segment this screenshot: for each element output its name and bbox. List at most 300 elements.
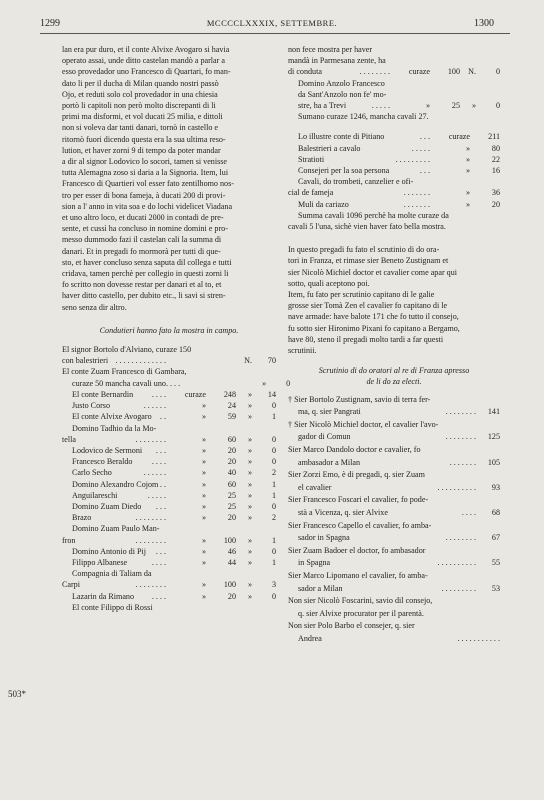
leader-dots: . . . . . [371, 101, 390, 111]
missing-count: 2 [271, 513, 276, 523]
unit-label: » [465, 199, 470, 209]
entry-name: Non sier Polo Barbo el consejer, q. sier [288, 621, 415, 631]
pitiano-entry [288, 165, 500, 176]
scrutinio-entry [288, 633, 500, 646]
condottiero-entry [62, 366, 276, 377]
missing-count: 14 [267, 389, 276, 399]
page-number-right: 1300 [474, 18, 494, 29]
leader-dots: . . . . [151, 557, 166, 567]
scrutinio-entry [288, 520, 500, 533]
paragraph-line: haver ditto castello, per dubito etc., li savi si stren- [62, 291, 226, 301]
leader-dots: . . . . . . . . [135, 535, 166, 545]
curaze-count [220, 378, 250, 389]
entry-name: ma, q. sier Pangrati [298, 407, 361, 417]
leader-dots: . . [159, 479, 166, 489]
leader-dots: . . . . . [411, 143, 430, 153]
curaze-count: 24 [227, 401, 236, 411]
paragraph-line: ritornò fuori dicendo questa era la sua ultima reso- [62, 134, 226, 144]
leader-dots: . . . . [151, 591, 166, 601]
entry-name: Andrea [298, 633, 322, 643]
pitiano-entry [288, 176, 500, 187]
pitiano-entry [288, 187, 500, 198]
entry-name: El conte Filippo di Rossi [72, 602, 153, 612]
paragraph-line: danari. Et in pregadi fo mormorà per tutti di que- [62, 246, 221, 256]
paragraph-line: nave armade: have balote 171 che fo tutto il consejo, [288, 312, 459, 322]
leader-dots: . . . . [151, 457, 166, 467]
entry-name: tella [62, 434, 76, 444]
paragraph-line: sente, et cussì ha concluso in nomine domini e pro- [62, 224, 228, 234]
scrutinio-entry [288, 545, 500, 558]
scrutinio-entry [288, 507, 500, 520]
leader-dots: . . . . . . . . [359, 67, 390, 77]
paragraph-line: sier Nicolò Michiel doctor et cavalier come apar qui [288, 267, 458, 277]
leader-dots: . . . . [151, 389, 166, 399]
missing-count: 1 [271, 490, 276, 500]
continued-entry [288, 44, 500, 55]
missing-count: 1 [271, 557, 276, 567]
paragraph-line: sotto, quali aceptono poi. [288, 278, 370, 288]
paragraph-line: fo scritto non dovesse restar per danari et al to, et [62, 280, 222, 290]
condottiero-entry [62, 523, 276, 534]
paragraph-line: cridava, tamen perchè per collegio in questi zorni li [62, 269, 229, 279]
curaze-count: 59 [227, 412, 236, 422]
unit-label: » [201, 412, 206, 422]
entry-name: mandà in Parmesana zente, ha [288, 56, 386, 66]
paragraph-line: grosse sier Tomà Zen el cavalier fo capitano di le [288, 301, 448, 311]
paragraph-line: messo dummodo fazi il castelan cali la summa di [62, 235, 222, 245]
entry-name: Domino Alexandro Cojom [72, 479, 159, 489]
unit-label: » [201, 434, 206, 444]
scrutinio-entry [288, 406, 500, 419]
condottiero-entry [62, 535, 276, 546]
entry-name: ambasador a Milan [298, 457, 361, 467]
unit-label: » [201, 401, 206, 411]
missing-count: 0 [271, 591, 276, 601]
paragraph-line: primi ma disformi, et vol ducati 25 milia, e dittoli [62, 112, 223, 122]
entry-name: Sier Francesco Foscari el cavalier, fo pode- [288, 495, 429, 505]
unit-label: curaze [448, 132, 470, 142]
entry-name: Domino Antonio di Pij [72, 546, 146, 556]
unit-label: » [247, 546, 252, 556]
vote-count: 93 [491, 482, 500, 492]
leader-dots: . . . . . . . . [445, 407, 476, 417]
vote-count: 68 [491, 508, 500, 518]
missing-count: 0 [271, 457, 276, 467]
entry-name: Sier Marco Dandolo doctor e cavalier, fo [288, 445, 421, 455]
unit-label: » [201, 445, 206, 455]
entry-name: Domino Anzolo Francesco [298, 78, 385, 88]
paragraph-line: Ojo, et reduti solo col provedador in una chiesia [62, 89, 218, 99]
condottiero-entry [62, 546, 276, 557]
leader-dots: . . . [155, 546, 166, 556]
leader-dots: . . . . . . . . . . [437, 558, 476, 568]
entry-name: q. sier Alvixe procurator per il parentà. [298, 608, 424, 618]
unit-label: » [465, 143, 470, 153]
entry-name: Brazo [72, 513, 92, 523]
entry-name: stà a Vicenza, q. sier Alvixe [298, 508, 388, 518]
paragraph-line: et uno altro loco, et ducati 2000 in contadi de pre- [62, 213, 224, 223]
paragraph-line: dato li per il ducha di Milan quando nostri passò [62, 78, 219, 88]
curaze-count: 20 [227, 591, 236, 601]
continued-entry [288, 66, 500, 77]
missing-count: 0 [271, 501, 276, 511]
paragraph-line: tori in Franza, et rimase sier Beneto Zustignam et [288, 256, 449, 266]
entry-name: El conte Bernardin [72, 389, 134, 399]
entry-name: sador a Milan [298, 583, 343, 593]
condottiero-entry [62, 591, 276, 602]
unit-label: » [247, 591, 252, 601]
leader-dots: . . . . . . . . [445, 533, 476, 543]
entry-name: Sier Francesco Capello el cavalier, fo amba- [288, 520, 432, 530]
missing-count: 70 [267, 356, 276, 366]
missing-count: 1 [271, 479, 276, 489]
pitiano-entry [288, 154, 500, 165]
entry-name: El conte Zuam Francesco di Gambara, [62, 367, 187, 377]
unit-label: » [247, 457, 252, 467]
vote-count: 53 [491, 583, 500, 593]
paragraph-line: portò li capitoli non però molto discrepanti di li [62, 101, 216, 111]
unit-label: » [247, 412, 252, 422]
paragraph-line: lan era pur duro, et il conte Alvixe Avogaro si havia [62, 45, 230, 54]
scrutinio-entry [288, 444, 500, 457]
pitiano-entry [288, 199, 500, 210]
unit-label: » [465, 154, 470, 164]
count: 100 [447, 67, 460, 77]
unit-label: » [247, 535, 252, 545]
count: 25 [451, 101, 460, 111]
entry-name: El conte Alvixe Avogaro [72, 412, 152, 422]
entry-name: Justo Corso [72, 401, 111, 411]
leader-dots: . . . . . . . . [135, 580, 166, 590]
continued-entry [288, 111, 500, 122]
section-heading: Scrutinio di do oratori al re di Franza apresso [318, 366, 470, 376]
unit-label: » [247, 468, 252, 478]
margin-note: 503* [8, 689, 26, 699]
unit-label: » [201, 501, 206, 511]
entry-name: Francesco Beraldo [72, 457, 133, 467]
leader-dots: . . . . . . [143, 468, 166, 478]
continued-entry [288, 89, 500, 100]
condottiero-entry [62, 602, 276, 613]
curaze-count: 20 [227, 445, 236, 455]
entry-name: Lodovico de Sermoni [72, 445, 143, 455]
paragraph-line: sion a l' anno in vita soa e do lochi videlicet Viadana [62, 201, 233, 211]
unit-label: » [247, 479, 252, 489]
count: 80 [491, 143, 500, 153]
unit-label: » [465, 166, 470, 176]
leader-dots: . . . . . . . . . . . [457, 633, 500, 643]
continued-entry [288, 100, 500, 111]
entry-name: gador di Comun [298, 432, 351, 442]
condottiero-entry [62, 344, 276, 355]
curaze-count: 25 [227, 501, 236, 511]
curaze-count: 44 [227, 557, 236, 567]
entry-name: Domino Zuam Diedo [72, 501, 142, 511]
entry-name: Anguilareschi [72, 490, 118, 500]
entry-name: stre, ha a Trevi [298, 101, 347, 111]
unit-label: » [247, 580, 252, 590]
unit-label: » [201, 591, 206, 601]
unit-label: N. [244, 356, 252, 366]
section-heading: de li do za electi. [366, 377, 422, 387]
scrutinio-entry [288, 431, 500, 444]
curaze-count: 40 [227, 468, 236, 478]
unit-label [166, 355, 206, 366]
missing-count: 0 [271, 445, 276, 455]
entry-name: † Sier Bortolo Zustignam, savio di terra fer- [288, 394, 431, 404]
missing-count: 0 [271, 401, 276, 411]
unit-label: » [247, 445, 252, 455]
scrutinio-entry [288, 583, 500, 596]
entry-name: Balestrieri a cavalo [298, 143, 361, 153]
section-heading: Condutieri hanno fato la mostra in campo. [99, 325, 239, 335]
condottiero-entry [62, 378, 291, 389]
paragraph-line: operato assai, unde ditto castelan mandò a parlar a [62, 56, 225, 66]
scrutinio-entry [288, 557, 500, 570]
condottiero-entry [62, 579, 276, 590]
leader-dots: . . . [419, 166, 430, 176]
unit-label: » [201, 546, 206, 556]
vote-count: 125 [487, 432, 500, 442]
condottiero-entry [62, 557, 276, 568]
condottiero-entry [62, 445, 276, 456]
entry-name: di conduta [288, 67, 322, 77]
scrutinio-entry [288, 394, 500, 407]
missing-count: 3 [271, 580, 276, 590]
condottiero-entry [62, 467, 276, 478]
scrutinio-entry [288, 469, 500, 482]
unit-label: » [425, 101, 430, 111]
entry-name: El signor Bortolo d'Alviano, curaze 150 [62, 345, 192, 355]
continued-entry [288, 55, 500, 66]
entry-name: Sumano curaze 1246, mancha cavali 27. [298, 112, 429, 122]
missing-count: 0 [271, 546, 276, 556]
entry-name: Non sier Nicolò Foscarini, savio dil consejo, [288, 596, 433, 606]
condottiero-entry [62, 568, 276, 579]
entry-name: con balestrieri [62, 356, 109, 366]
curaze-count: 100 [223, 535, 236, 545]
scrutinio-entry [288, 570, 500, 583]
unit-label: N. [468, 67, 476, 77]
paragraph-line: have 80, steno il pregadi molto tardi a far questi [288, 334, 444, 344]
leader-dots: . . . . . . . . [135, 513, 166, 523]
unit-label: » [247, 389, 252, 399]
entry-name: Summa cavali 1096 perchè ha molte curaze da [298, 210, 449, 220]
unit-label: » [247, 434, 252, 444]
paragraph-line: lution, et haver zorni 9 di tempo da poter mandar [62, 145, 221, 155]
vote-count: 141 [487, 407, 500, 417]
scrutinio-entry [288, 608, 500, 621]
scrutinio-entry [288, 620, 500, 633]
leader-dots: . . . . . . . . . [441, 583, 476, 593]
condottiero-entry [62, 434, 276, 445]
right-column [288, 44, 500, 646]
condottiero-entry [62, 490, 276, 501]
curaze-count: 60 [227, 479, 236, 489]
entry-name: Sier Zuam Badoer el doctor, fo ambasador [288, 545, 426, 555]
leader-dots: . . . . . . . . . . [437, 482, 476, 492]
entry-name: Consejeri per la soa persona [298, 166, 390, 176]
paragraph-line: fu sotto sier Hironimo Pixani fo capitano a Bergamo, [288, 323, 460, 333]
leader-dots: . . . . [165, 378, 181, 388]
unit-label: » [247, 401, 252, 411]
leader-dots: . . [159, 412, 166, 422]
condottiero-entry [62, 456, 276, 467]
condottiero-entry [62, 423, 276, 434]
entry-name: cavali 5 l'una, sichè vien haver fato bella mostra. [288, 222, 446, 232]
entry-name: sador in Spagna [298, 533, 350, 543]
unit-label [180, 378, 220, 389]
missing-count: 2 [271, 468, 276, 478]
unit-label: » [201, 479, 206, 489]
entry-name: Stratioti [298, 154, 325, 164]
leader-dots: . . . . . . . [449, 457, 476, 467]
entry-name: Carlo Secho [72, 468, 112, 478]
entry-name: Domino Tadhio da la Mo- [72, 423, 157, 433]
unit-label: » [201, 490, 206, 500]
unit-label: » [201, 468, 206, 478]
curaze-count: 20 [227, 457, 236, 467]
count: 0 [495, 67, 500, 77]
entry-name: Muli da cariazo [298, 199, 349, 209]
header-rule [40, 33, 510, 34]
pitiano-entry [288, 143, 500, 154]
scrutinio-entry [288, 532, 500, 545]
spacer [288, 122, 500, 131]
leader-dots: . . . . . . . . [135, 434, 166, 444]
leader-dots: . . . . . . . . . . . . . [115, 356, 166, 366]
leader-dots: . . . . . [147, 490, 166, 500]
count: 22 [491, 154, 500, 164]
paragraph-line: scrutinii. [288, 346, 317, 356]
entry-name: Filippo Albanese [72, 557, 128, 567]
condottiero-entry [62, 501, 276, 512]
curaze-count: 46 [227, 546, 236, 556]
paragraph-line: a dir al signor Lodovico lo socori, tamen si venisse [62, 157, 227, 167]
entry-name: non fece mostra per haver [288, 45, 373, 54]
paragraph-line: tro per esser di bona fameja, à ducati 200 di provi- [62, 190, 226, 200]
count: 36 [491, 188, 500, 198]
scrutinio-entry [288, 482, 500, 495]
entry-name: curaze 50 mancha cavali uno [72, 378, 166, 388]
paragraph-line: Francesco di Quartieri vol esser fato zentilhomo nos- [62, 179, 234, 189]
condottiero-entry [62, 512, 276, 523]
left-column [62, 44, 291, 613]
unit-label: » [465, 188, 470, 198]
curaze-count: 100 [223, 580, 236, 590]
missing-count: 1 [271, 412, 276, 422]
missing-count: 0 [286, 378, 291, 388]
entry-name: in Spagna [298, 558, 331, 568]
paragraph-line: Item, fu fato per scrutinio capitano di le galie [288, 290, 435, 300]
count: 20 [491, 199, 500, 209]
running-title: MCCCCLXXXIX, SETTEMBRE. [206, 18, 338, 28]
condottiero-entry [62, 389, 276, 400]
entry-name: Sier Marco Lipomano el cavalier, fo amba- [288, 571, 428, 580]
page-number-left: 1299 [40, 18, 60, 29]
scrutinio-entry [288, 494, 500, 507]
count: 16 [491, 166, 500, 176]
missing-count: 0 [271, 434, 276, 444]
pitiano-entry [288, 221, 500, 232]
unit-label: » [471, 101, 476, 111]
entry-name: Compagnia di Taliam da [72, 569, 152, 579]
entry-name: † Sier Nicolò Michiel doctor, el cavalier l'avo- [288, 419, 439, 429]
leader-dots: . . . . . . . . . [395, 154, 430, 164]
scrutinio-entry [288, 595, 500, 608]
curaze-count: 20 [227, 513, 236, 523]
condottiero-entry [62, 355, 276, 366]
leader-dots: . . . [155, 501, 166, 511]
paragraph-line: tutta Alemagna zoso si daria a la Signoria. Item, lui [62, 168, 229, 178]
pitiano-entry [288, 131, 500, 142]
unit-label: » [247, 557, 252, 567]
scrutinio-entry [288, 419, 500, 432]
entry-name: el cavalier [298, 482, 332, 492]
entry-name: fron [62, 535, 76, 545]
condottiero-entry [62, 400, 276, 411]
continued-entry [288, 78, 500, 89]
unit-label: » [247, 490, 252, 500]
unit-label: » [262, 378, 267, 388]
pitiano-entry [288, 210, 500, 221]
entry-name: Lazarin da Rimano [72, 591, 135, 601]
entry-name: Cavali, do trombeti, canzelier e ofi- [298, 177, 414, 187]
leader-dots: . . . . . . . [403, 188, 430, 198]
unit-label: » [201, 557, 206, 567]
unit-label: curaze [184, 389, 206, 399]
unit-label: » [201, 457, 206, 467]
leader-dots: . . . [419, 132, 430, 142]
entry-name: Sier Zorzi Emo, è di pregadi, q. sier Zuam [288, 470, 425, 480]
vote-count: 67 [491, 533, 500, 543]
condottiero-entry [62, 411, 276, 422]
spacer [288, 232, 500, 244]
leader-dots: . . . . [461, 508, 476, 518]
paragraph-line: sto, et haver concluso senza saputa dil collega e tutti [62, 257, 232, 267]
unit-label: » [201, 513, 206, 523]
unit-label: » [201, 535, 206, 545]
leader-dots: . . . . . . . [403, 199, 430, 209]
entry-name: da Sant'Anzolo non fe' mo- [298, 89, 387, 99]
unit-label: curaze [408, 67, 430, 77]
paragraph-line: seno senza dir altro. [62, 302, 127, 312]
count: 0 [495, 101, 500, 111]
leader-dots: . . . [155, 445, 166, 455]
curaze-count: 248 [223, 389, 236, 399]
paragraph-line: In questo pregadi fu fato el scrutinio di do ora- [288, 245, 440, 255]
count: 211 [488, 132, 500, 142]
paragraph-line: esso provedador uno Francesco di Quartari, fo man- [62, 67, 231, 77]
curaze-count: 25 [227, 490, 236, 500]
entry-name: Lo illustre conte di Pitiano [298, 132, 385, 142]
entry-name: Domino Zuam Paulo Man- [72, 524, 160, 534]
entry-name: cial de fameja [288, 188, 334, 198]
vote-count: 105 [487, 457, 500, 467]
paragraph-line: non si voleva dar tanti danari, tornò in castello e [62, 123, 218, 133]
vote-count: 55 [491, 558, 500, 568]
curaze-count: 60 [227, 434, 236, 444]
condottiero-entry [62, 479, 276, 490]
unit-label: » [247, 513, 252, 523]
leader-dots: . . . . . . . . [445, 432, 476, 442]
unit-label: » [247, 501, 252, 511]
leader-dots: . . . . . . [143, 401, 166, 411]
entry-name: Carpi [62, 580, 80, 590]
curaze-count [206, 355, 236, 366]
unit-label: » [201, 580, 206, 590]
missing-count: 1 [271, 535, 276, 545]
